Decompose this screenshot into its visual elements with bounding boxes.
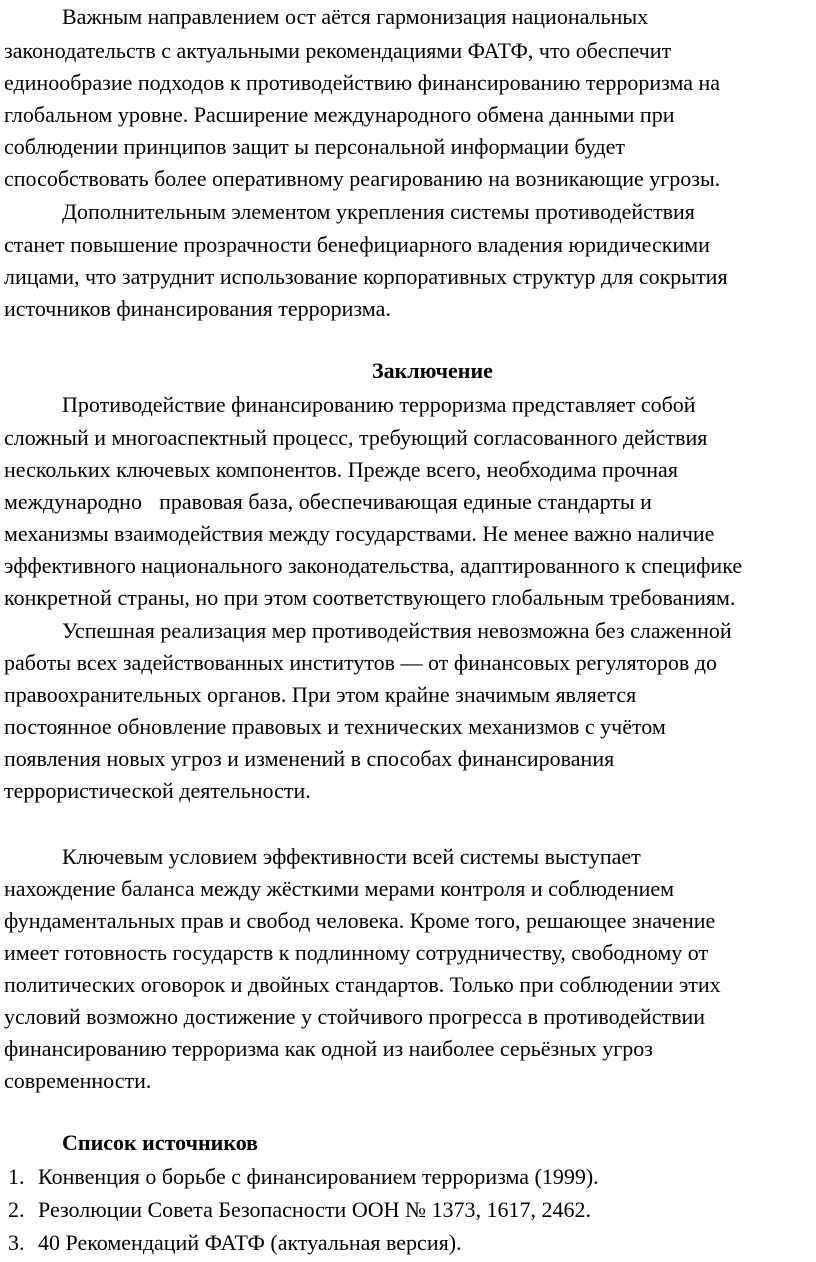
text-line: способствовать более оперативному реагированию на возникающие угрозы.: [4, 166, 721, 191]
list-item-text: Резолюции Совета Безопасности ООН № 1373, 1617, 2462.: [38, 1197, 591, 1222]
text-line: политических оговорок и двойных стандартов. Только при соблюдении этих: [4, 972, 721, 997]
list-item-number: 3.: [8, 1230, 25, 1255]
list-item-number: 1.: [8, 1164, 25, 1189]
text-line: законодательств с актуальными рекомендациями ФАТФ, что обеспечит: [4, 38, 672, 63]
text-line: станет повышение прозрачности бенефициарного владения юридическими: [4, 232, 710, 257]
conclusion-heading: Заключение: [372, 358, 493, 383]
text-line: Успешная реализация мер противодействия невозможна без слаженной: [62, 618, 732, 643]
text-line: появления новых угроз и изменений в способах финансирования: [4, 746, 615, 771]
list-item-number: 2.: [8, 1197, 25, 1222]
text-line: финансированию терроризма как одной из наиболее серьёзных угроз: [4, 1036, 653, 1061]
list-item-text: Конвенция о борьбе с финансированием терроризма (1999).: [38, 1164, 599, 1189]
text-line: условий возможно достижение у стойчивого прогресса в противодействии: [4, 1004, 706, 1029]
sources-heading: Список источников: [62, 1130, 259, 1155]
text-line: лицами, что затруднит использование корпоративных структур для сокрытия: [4, 264, 728, 289]
text-line: эффективного национального законодательства, адаптированного к специфике: [4, 553, 743, 578]
text-line: источников финансирования терроризма.: [4, 296, 391, 321]
list-item: [8, 1162, 599, 1192]
text-line: конкретной страны, но при этом соответствующего глобальным требованиям.: [4, 585, 736, 610]
text-line: имеет готовность государств к подлинному сотрудничеству, свободному от: [4, 940, 709, 965]
text-line: террористической деятельности.: [4, 778, 311, 803]
text-line: сложный и многоаспектный процесс, требующий согласованного действия: [4, 425, 708, 450]
text-line: фундаментальных прав и свобод человека. Кроме того, решающее значение: [4, 908, 716, 933]
text-line: работы всех задействованных институтов — от финансовых регуляторов до: [4, 650, 717, 675]
list-item-text: 40 Рекомендаций ФАТФ (актуальная версия).: [38, 1230, 462, 1255]
text-line: нахождение баланса между жёсткими мерами контроля и соблюдением: [4, 876, 675, 901]
text-line: соблюдении принципов защит ы персональной информации будет: [4, 134, 626, 159]
text-line: глобальном уровне. Расширение международного обмена данными при: [4, 102, 675, 127]
text-line: Противодействие финансированию терроризма представляет собой: [62, 392, 696, 417]
text-line: Ключевым условием эффективности всей системы выступает: [62, 844, 641, 869]
text-line: международно правовая база, обеспечивающая единые стандарты и: [4, 489, 641, 514]
text-line: современности.: [4, 1068, 152, 1093]
text-line: нескольких ключевых компонентов. Прежде всего, необходима прочная: [4, 457, 678, 482]
text-line: постоянное обновление правовых и технических механизмов с учётом: [4, 714, 666, 739]
text-line: правоохранительных органов. При этом крайне значимым является: [4, 682, 637, 707]
text-line: Важным направлением ост аётся гармонизация национальных: [62, 4, 649, 29]
list-item: [8, 1228, 462, 1258]
text-line: единообразие подходов к противодействию финансированию терроризма на: [4, 70, 721, 95]
text-line: механизмы взаимодействия между государствами. Не менее важно наличие: [4, 521, 715, 546]
text-line: Дополнительным элементом укрепления системы противодействия: [62, 199, 695, 224]
list-item: [8, 1195, 591, 1225]
